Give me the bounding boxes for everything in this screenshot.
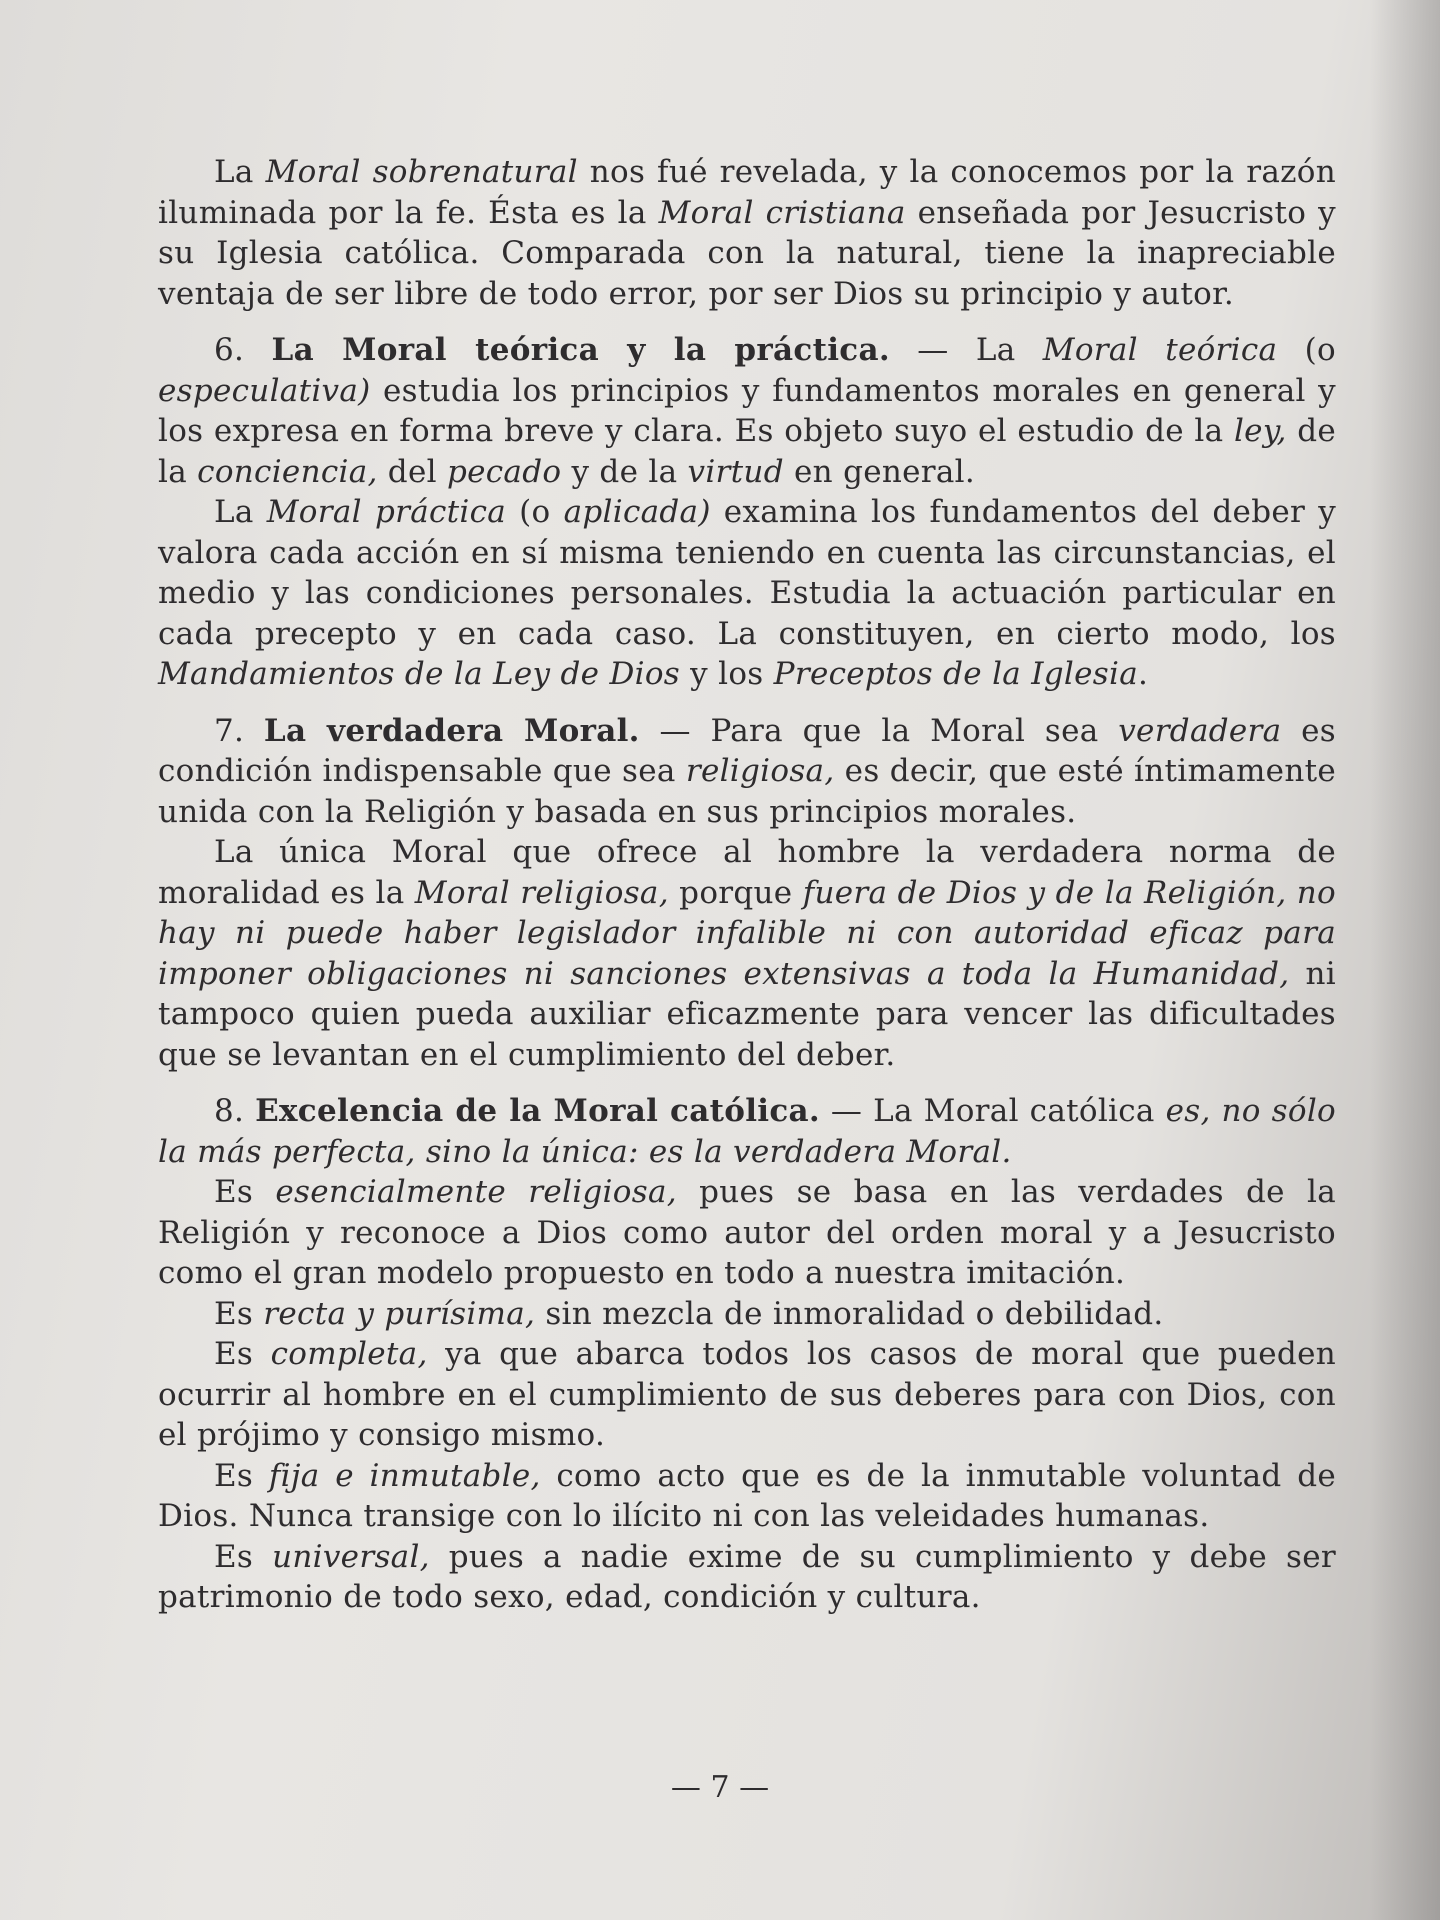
paragraph: [158, 492, 1336, 695]
text-run: examina los fundamentos del deber y valora cada acción en sí misma teniendo en cuenta las circunstancias, el medio y las condiciones personales. Estudia la actuación particular en cada precepto y en cada caso. La constituyen, en cierto modo, los: [158, 494, 1337, 652]
text-run: La: [214, 494, 267, 530]
text-run: ya que abarca todos los casos de moral que pueden ocurrir al hombre en el cumplimiento de sus deberes para con Dios, con el prójimo y consigo mismo.: [158, 1336, 1336, 1453]
italic-text: fuera de Dios y de la Religión, no hay ni puede haber legislador infalible ni con autoridad eficaz para imponer obligaciones ni sanciones extensivas a toda la Humanidad,: [158, 874, 1337, 992]
text-run: 6.: [214, 332, 272, 368]
text-run: Es: [214, 1295, 264, 1332]
text-run: es condición indispensable que sea: [158, 712, 1336, 789]
italic-text: completa,: [270, 1336, 428, 1372]
text-run: y de la: [561, 453, 688, 490]
paragraph: [158, 1172, 1336, 1294]
text-run: estudia los principios y fundamentos morales en general y los expresa en forma breve y clara. Es objeto suyo el estudio de la: [158, 372, 1336, 449]
paragraph: [158, 711, 1336, 833]
section-heading: La verdadera Moral.: [263, 712, 640, 749]
text-run: Es: [214, 1336, 271, 1372]
paragraph: [158, 1334, 1336, 1456]
italic-text: especulativa): [158, 372, 371, 409]
italic-text: Moral cristiana: [658, 194, 906, 231]
text-run: como acto que es de la inmutable voluntad de Dios. Nunca transige con lo ilícito ni con las veleidades humanas.: [158, 1457, 1336, 1534]
italic-text: Moral teórica: [1042, 332, 1278, 368]
italic-text: Mandamientos de la Ley de Dios: [158, 656, 680, 692]
text-run: (o: [506, 494, 564, 530]
text-run: pues se basa en las verdades de la Religión y reconoce a Dios como autor del orden moral y a Jesucristo como el gran modelo propuesto en todo a nuestra imitación.: [158, 1174, 1337, 1291]
text-run: Es: [214, 1174, 276, 1210]
italic-text: recta y purísima,: [263, 1295, 536, 1332]
paragraph: [158, 832, 1336, 1075]
text-run: Es: [214, 1538, 273, 1575]
text-run: sin mezcla de inmoralidad o debilidad.: [535, 1295, 1164, 1332]
italic-text: Moral religiosa,: [414, 874, 669, 911]
text-run: ni tampoco quien pueda auxiliar eficazmente para vencer las dificultades que se levantan en el cumplimiento del deber.: [158, 955, 1336, 1073]
text-run: es decir, que esté íntimamente unida con la Religión y basada en sus principios morales.: [158, 753, 1336, 830]
italic-text: aplicada): [563, 494, 711, 530]
section-heading: La Moral teórica y la práctica.: [271, 332, 890, 368]
page-number: — 7 —: [670, 1770, 770, 1805]
italic-text: ley,: [1233, 413, 1287, 449]
section-heading: Excelencia de la Moral católica.: [255, 1093, 821, 1129]
text-run: La única Moral que ofrece al hombre la verdadera norma de moralidad es la: [158, 834, 1336, 911]
paragraph: [158, 152, 1336, 314]
italic-text: Preceptos de la Iglesia: [773, 656, 1138, 692]
italic-text: Moral sobrenatural: [265, 154, 578, 190]
text-run: nos fué revelada, y la conocemos por la razón iluminada por la fe. Ésta es la: [158, 154, 1337, 231]
text-block: [158, 152, 1336, 1618]
text-run: de la: [158, 413, 1336, 490]
italic-text: esencialmente religiosa,: [275, 1174, 677, 1210]
text-run: y los: [680, 656, 774, 692]
text-run: La: [214, 154, 266, 190]
text-run: — La Moral católica: [820, 1093, 1166, 1129]
italic-text: es, no sólo la más perfecta, sino la única: es la verdadera Moral.: [158, 1093, 1336, 1170]
page-shadow-edge: [1370, 0, 1440, 1920]
text-run: .: [1137, 656, 1149, 692]
text-run: (o: [1277, 332, 1336, 368]
text-run: en general.: [783, 453, 976, 490]
paragraph: [158, 1294, 1336, 1335]
paragraph: [158, 1537, 1336, 1618]
italic-text: virtud: [687, 453, 784, 490]
text-run: porque: [668, 874, 803, 911]
text-run: enseñada por Jesucristo y su Iglesia católica. Comparada con la natural, tiene la inapreciable ventaja de ser libre de todo error, por ser Dios su principio y autor.: [158, 194, 1336, 312]
text-run: 8.: [214, 1093, 256, 1129]
italic-text: verdadera: [1118, 712, 1282, 749]
italic-text: pecado: [446, 453, 562, 490]
text-run: Es: [214, 1457, 269, 1494]
text-run: pues a nadie exime de su cumplimiento y debe ser patrimonio de todo sexo, edad, condición y cultura.: [158, 1538, 1336, 1615]
paragraph: [158, 1091, 1336, 1172]
italic-text: Moral práctica: [266, 494, 507, 530]
paragraph: [158, 330, 1336, 492]
text-run: 7.: [214, 712, 264, 749]
italic-text: conciencia,: [197, 453, 378, 490]
text-run: del: [377, 453, 447, 490]
italic-text: universal,: [272, 1538, 430, 1575]
text-run: — La: [889, 332, 1043, 368]
italic-text: fija e inmutable,: [268, 1457, 541, 1494]
text-run: — Para que la Moral sea: [639, 712, 1119, 749]
italic-text: religiosa,: [685, 753, 835, 789]
paragraph: [158, 1456, 1336, 1537]
